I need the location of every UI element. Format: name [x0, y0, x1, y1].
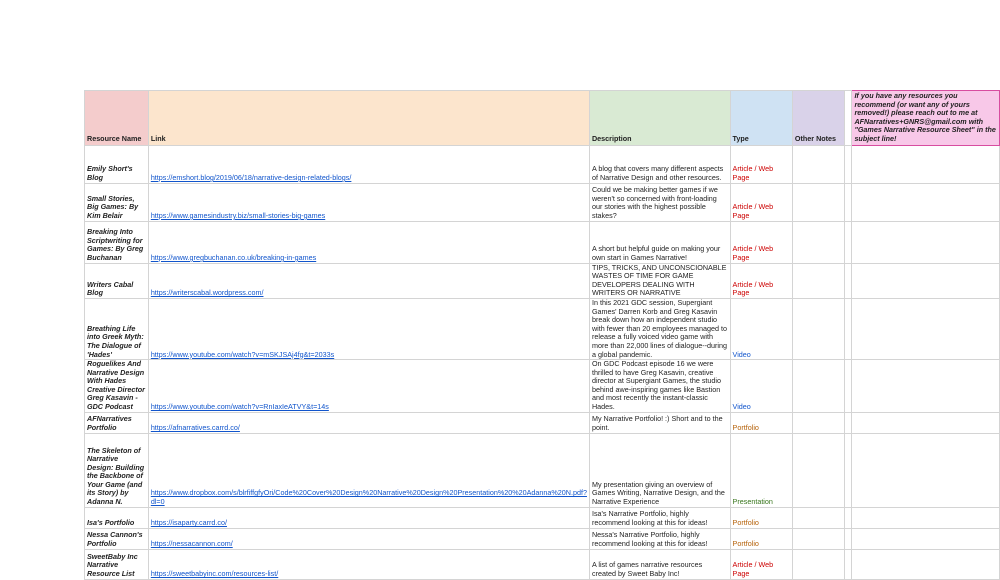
header-description[interactable]: Description — [589, 91, 730, 146]
header-resource-name[interactable]: Resource Name — [85, 91, 149, 146]
resource-table — [84, 90, 1000, 580]
cell-description[interactable]: Could we be making better games if we weren't so concerned with front-loading our stories with the highest possible stakes? — [589, 183, 730, 221]
cell-link[interactable]: https://www.gregbuchanan.co.uk/breaking-in-games — [148, 221, 589, 263]
cell-link[interactable]: https://www.youtube.com/watch?v=RnIaxIeATVY&t=14s — [148, 360, 589, 413]
table-row — [85, 528, 1000, 549]
cell-resource-name[interactable]: Breathing Life into Greek Myth: The Dialogue of 'Hades' — [85, 298, 149, 359]
cell-empty[interactable] — [844, 433, 852, 507]
cell-other-notes[interactable] — [792, 433, 844, 507]
cell-type[interactable]: Article / Web Page — [730, 221, 792, 263]
cell-other-notes[interactable] — [792, 298, 844, 359]
cell-empty[interactable] — [844, 263, 852, 298]
cell-link[interactable]: https://nessacannon.com/ — [148, 528, 589, 549]
cell-resource-name[interactable]: SweetBaby Inc Narrative Resource List — [85, 549, 149, 579]
cell-empty[interactable] — [844, 412, 852, 433]
table-row — [85, 221, 1000, 263]
cell-description[interactable]: My Narrative Portfolio! :) Short and to the point. — [589, 412, 730, 433]
cell-description[interactable]: On GDC Podcast episode 16 we were thrilled to have Greg Kasavin, creative director at Supergiant Games, the studio behind awe-inspiring games like Bastion and most recently the instant-classic Hades. — [589, 360, 730, 413]
cell-empty[interactable] — [844, 145, 852, 183]
cell-resource-name[interactable]: Writers Cabal Blog — [85, 263, 149, 298]
cell-empty-wide[interactable] — [852, 549, 1000, 579]
cell-other-notes[interactable] — [792, 145, 844, 183]
cell-empty-wide[interactable] — [852, 298, 1000, 359]
cell-description[interactable]: A list of games narrative resources created by Sweet Baby Inc! — [589, 549, 730, 579]
table-row — [85, 183, 1000, 221]
cell-empty[interactable] — [844, 221, 852, 263]
cell-link[interactable]: https://sweetbabyinc.com/resources-list/ — [148, 549, 589, 579]
cell-type[interactable]: Article / Web Page — [730, 263, 792, 298]
cell-description[interactable]: TIPS, TRICKS, AND UNCONSCIONABLE WASTES OF TIME FOR GAME DEVELOPERS DEALING WITH WRITERS OR NARRATIVE — [589, 263, 730, 298]
cell-empty-wide[interactable] — [852, 412, 1000, 433]
table-row — [85, 412, 1000, 433]
table-row — [85, 433, 1000, 507]
header-link[interactable]: Link — [148, 91, 589, 146]
cell-other-notes[interactable] — [792, 412, 844, 433]
table-row — [85, 298, 1000, 359]
cell-empty[interactable] — [844, 298, 852, 359]
cell-type[interactable]: Article / Web Page — [730, 183, 792, 221]
table-row — [85, 549, 1000, 579]
cell-other-notes[interactable] — [792, 360, 844, 413]
cell-link[interactable]: https://www.youtube.com/watch?v=mSKJSAj4fg&t=2033s — [148, 298, 589, 359]
table-row — [85, 360, 1000, 413]
cell-type[interactable]: Portfolio — [730, 412, 792, 433]
cell-resource-name[interactable]: The Skeleton of Narrative Design: Building the Backbone of Your Game (and its Story) by Adanna N. — [85, 433, 149, 507]
cell-type[interactable]: Video — [730, 298, 792, 359]
cell-empty-wide[interactable] — [852, 507, 1000, 528]
cell-type[interactable]: Presentation — [730, 433, 792, 507]
cell-empty-wide[interactable] — [852, 433, 1000, 507]
cell-empty-wide[interactable] — [852, 263, 1000, 298]
cell-resource-name[interactable]: Small Stories, Big Games: By Kim Belair — [85, 183, 149, 221]
cell-type[interactable]: Portfolio — [730, 528, 792, 549]
cell-link[interactable]: https://www.gamesindustry.biz/small-stories-big-games — [148, 183, 589, 221]
cell-type[interactable]: Article / Web Page — [730, 549, 792, 579]
cell-description[interactable]: A short but helpful guide on making your own start in Games Narrative! — [589, 221, 730, 263]
cell-empty-wide[interactable] — [852, 360, 1000, 413]
cell-other-notes[interactable] — [792, 549, 844, 579]
cell-link[interactable]: https://afnarratives.carrd.co/ — [148, 412, 589, 433]
cell-empty[interactable] — [844, 528, 852, 549]
cell-other-notes[interactable] — [792, 263, 844, 298]
cell-empty-wide[interactable] — [852, 183, 1000, 221]
cell-link[interactable]: https://www.dropbox.com/s/blrfiffgfyOri/Code%20Cover%20Design%20Narrative%20Design%20Presentation%20%20Adanna%20N.pdf?dl=0 — [148, 433, 589, 507]
cell-resource-name[interactable]: Emily Short's Blog — [85, 145, 149, 183]
cell-empty-wide[interactable] — [852, 528, 1000, 549]
cell-description[interactable]: Isa's Narrative Portfolio, highly recommend looking at this for ideas! — [589, 507, 730, 528]
cell-description[interactable]: A blog that covers many different aspects of Narrative Design and other resources. — [589, 145, 730, 183]
table-row — [85, 263, 1000, 298]
cell-empty-wide[interactable] — [852, 221, 1000, 263]
cell-link[interactable]: https://isaparty.carrd.co/ — [148, 507, 589, 528]
cell-resource-name[interactable]: Roguelikes And Narrative Design With Hades Creative Director Greg Kasavin - GDC Podcast — [85, 360, 149, 413]
cell-other-notes[interactable] — [792, 528, 844, 549]
cell-other-notes[interactable] — [792, 183, 844, 221]
cell-empty-wide[interactable] — [852, 145, 1000, 183]
cell-link[interactable]: https://writerscabal.wordpress.com/ — [148, 263, 589, 298]
cell-description[interactable]: My presentation giving an overview of Games Writing, Narrative Design, and the Narrative Experience — [589, 433, 730, 507]
cell-resource-name[interactable]: Isa's Portfolio — [85, 507, 149, 528]
cell-resource-name[interactable]: Breaking Into Scriptwriting for Games: By Greg Buchanan — [85, 221, 149, 263]
cell-other-notes[interactable] — [792, 221, 844, 263]
cell-empty[interactable] — [844, 507, 852, 528]
header-row — [85, 91, 1000, 146]
table-row — [85, 145, 1000, 183]
cell-type[interactable]: Portfolio — [730, 507, 792, 528]
cell-description[interactable]: Nessa's Narrative Portfolio, highly recommend looking at this for ideas! — [589, 528, 730, 549]
cell-resource-name[interactable]: AFNarratives Portfolio — [85, 412, 149, 433]
cell-empty[interactable] — [844, 549, 852, 579]
cell-resource-name[interactable]: Nessa Cannon's Portfolio — [85, 528, 149, 549]
cell-link[interactable]: https://emshort.blog/2019/06/18/narrative-design-related-blogs/ — [148, 145, 589, 183]
table-row — [85, 507, 1000, 528]
cell-description[interactable]: In this 2021 GDC session, Supergiant Games' Darren Korb and Greg Kasavin break down how an independent studio with fewer than 20 employees managed to release a fully voiced video game with more than 22,000 lines of dialogue--during a global pandemic. — [589, 298, 730, 359]
cell-other-notes[interactable] — [792, 507, 844, 528]
header-type[interactable]: Type — [730, 91, 792, 146]
cell-type[interactable]: Video — [730, 360, 792, 413]
header-empty-cell[interactable] — [844, 91, 852, 146]
contact-message-cell[interactable]: If you have any resources you recommend (or want any of yours removed!) please reach out to me at AFNarratives+GNRS@gmail.com with "Games Narrative Resource Sheet" in the subject line! — [852, 91, 1000, 146]
cell-empty[interactable] — [844, 183, 852, 221]
cell-type[interactable]: Article / Web Page — [730, 145, 792, 183]
header-other-notes[interactable]: Other Notes — [792, 91, 844, 146]
cell-empty[interactable] — [844, 360, 852, 413]
